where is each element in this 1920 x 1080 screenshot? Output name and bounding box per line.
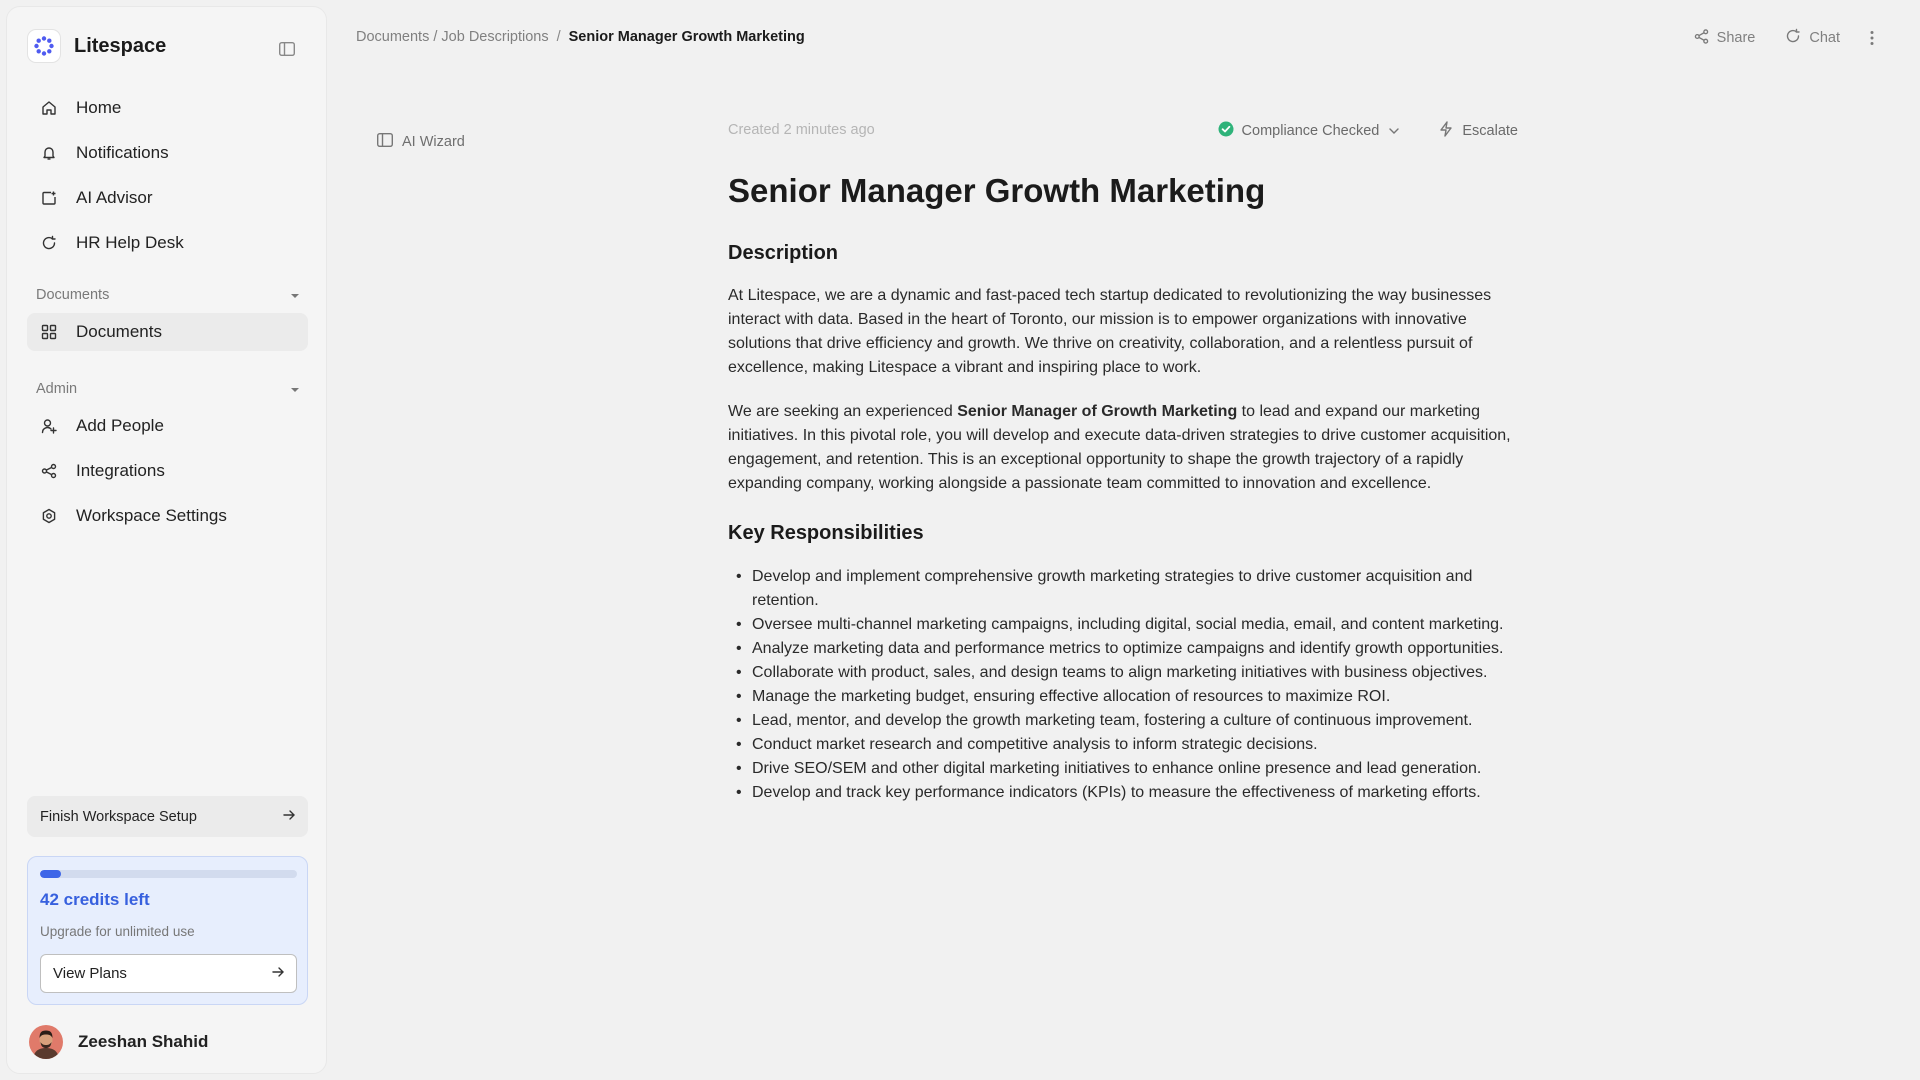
- sidebar-item-hr-help-desk[interactable]: [27, 224, 308, 262]
- header-actions: [1664, 28, 1874, 48]
- credits-card: [27, 856, 308, 1005]
- list-item: • Lead, mentor, and develop the growth marketing team, fostering a culture of continuous improvement.: [728, 709, 1518, 733]
- arrow-right-icon: [283, 809, 295, 825]
- list-item: • Drive SEO/SEM and other digital marketing initiatives to enhance online presence and lead generation.: [728, 757, 1518, 781]
- responsibilities-heading: Key Responsibilities: [728, 522, 924, 544]
- ai-advisor-icon: [40, 189, 58, 207]
- breadcrumb: [356, 29, 805, 45]
- description-heading: Description: [728, 242, 839, 264]
- document-title: Senior Manager Growth Marketing: [728, 172, 1266, 209]
- arrow-right-icon: [272, 965, 284, 982]
- sidebar-item-label: HR Help Desk: [76, 233, 184, 252]
- sidebar-item-notifications[interactable]: [27, 134, 308, 172]
- brand-name: Litespace: [74, 34, 167, 57]
- role-title-bold: Senior Manager of Growth Marketing: [957, 403, 1238, 420]
- sidebar-item-label: Add People: [76, 416, 164, 435]
- ai-wizard-toggle[interactable]: [377, 133, 465, 151]
- home-icon: [40, 99, 58, 117]
- view-plans-label: View Plans: [53, 965, 127, 982]
- credits-title: 42 credits left: [40, 890, 150, 909]
- sidebar: [6, 6, 327, 1074]
- breadcrumb-parent-link[interactable]: Documents / Job Descriptions: [356, 29, 549, 45]
- help-desk-icon: [40, 234, 58, 252]
- sidebar-item-ai-advisor[interactable]: [27, 179, 308, 217]
- credits-subtitle: Upgrade for unlimited use: [40, 924, 195, 939]
- litespace-logo-icon: [27, 29, 61, 63]
- list-item: • Develop and implement comprehensive growth marketing strategies to drive customer acquisition and retention.: [728, 565, 1518, 613]
- bell-icon: [40, 144, 58, 162]
- admin-section-toggle[interactable]: [36, 379, 300, 399]
- panel-icon: [377, 133, 393, 151]
- main-nav: [27, 89, 308, 269]
- sidebar-item-label: Home: [76, 98, 122, 117]
- role-paragraph-text: We are seeking an experienced: [728, 403, 958, 420]
- collapse-sidebar-icon[interactable]: [278, 40, 296, 58]
- responsibilities-list: [728, 565, 1518, 805]
- sidebar-item-workspace-settings[interactable]: [27, 497, 308, 535]
- avatar: [29, 1025, 63, 1059]
- compliance-status-dropdown[interactable]: [1218, 121, 1400, 141]
- document-body: [728, 238, 1518, 805]
- documents-section-toggle[interactable]: [36, 285, 300, 305]
- credits-progress-fill: [40, 870, 61, 878]
- sidebar-item-integrations[interactable]: [27, 452, 308, 490]
- created-timestamp: Created 2 minutes ago: [728, 122, 875, 138]
- sidebar-item-home[interactable]: [27, 89, 308, 127]
- check-circle-icon: [1218, 121, 1234, 141]
- compliance-label: Compliance Checked: [1241, 123, 1380, 139]
- section-label: Documents: [36, 287, 110, 303]
- share-icon: [1694, 29, 1709, 48]
- share-label: Share: [1716, 30, 1756, 46]
- ai-wizard-label: AI Wizard: [402, 134, 465, 150]
- share-button[interactable]: [1694, 29, 1756, 48]
- lightning-icon: [1439, 121, 1453, 141]
- chat-icon: [1785, 28, 1801, 48]
- admin-nav: [27, 407, 308, 542]
- document-status-bar: [1218, 121, 1518, 141]
- integrations-icon: [40, 462, 58, 480]
- escalate-label: Escalate: [1462, 123, 1518, 139]
- credits-progress-bar: [40, 870, 297, 878]
- main-content: [330, 0, 1920, 1080]
- chat-label: Chat: [1809, 30, 1840, 46]
- sidebar-item-label: Integrations: [76, 461, 165, 480]
- list-item: • Manage the marketing budget, ensuring effective allocation of resources to maximize ROI.: [728, 685, 1518, 709]
- sidebar-item-documents[interactable]: [27, 313, 308, 351]
- add-person-icon: [40, 417, 58, 435]
- list-item: • Conduct market research and competitive analysis to inform strategic decisions.: [728, 733, 1518, 757]
- brand[interactable]: [27, 29, 166, 63]
- sidebar-item-label: Notifications: [76, 143, 169, 162]
- list-item: • Develop and track key performance indicators (KPIs) to measure the effectiveness of marketing efforts.: [728, 781, 1518, 805]
- caret-down-icon: [290, 381, 300, 397]
- list-item: • Oversee multi-channel marketing campaigns, including digital, social media, email, and content marketing.: [728, 613, 1518, 637]
- view-plans-button[interactable]: [40, 954, 297, 993]
- more-options-icon[interactable]: [1870, 30, 1874, 46]
- sidebar-item-label: AI Advisor: [76, 188, 153, 207]
- settings-gear-icon: [40, 507, 58, 525]
- chevron-down-icon: [1389, 128, 1399, 134]
- sidebar-item-add-people[interactable]: [27, 407, 308, 445]
- user-name: Zeeshan Shahid: [78, 1032, 209, 1051]
- documents-nav: [27, 313, 308, 358]
- sidebar-item-label: Documents: [76, 322, 162, 341]
- finish-setup-button[interactable]: [27, 796, 308, 837]
- section-label: Admin: [36, 381, 78, 397]
- finish-setup-label: Finish Workspace Setup: [40, 808, 197, 825]
- description-paragraph: At Litespace, we are a dynamic and fast-paced tech startup dedicated to revolutionizing the way businesses interact with data. Based in the heart of Toronto, our mission is to empower organizations with innovative solutions that drive efficiency and growth. We thrive on creativity, collaboration, and a relentless pursuit of excellence, making Litespace a vibrant and inspiring place to work.: [728, 287, 1492, 376]
- list-item: • Analyze marketing data and performance metrics to optimize campaigns and identify growth opportunities.: [728, 637, 1518, 661]
- role-paragraph-text: to lead and expand our marketing initiatives. In this pivotal role, you will develop and execute data-driven strategies to drive customer acquisition, engagement, and retention. This is an exceptional opportunity to shape the growth trajectory of a rapidly expanding company, working alongside a passionate team committed to innovation and excellence.: [728, 403, 1511, 492]
- user-profile[interactable]: [29, 1025, 208, 1059]
- caret-down-icon: [290, 287, 300, 303]
- breadcrumb-current: Senior Manager Growth Marketing: [568, 29, 805, 45]
- breadcrumb-separator: /: [556, 29, 561, 45]
- grid-icon: [40, 323, 58, 341]
- chat-button[interactable]: [1785, 28, 1840, 48]
- list-item: • Collaborate with product, sales, and design teams to align marketing initiatives with business objectives.: [728, 661, 1518, 685]
- escalate-button[interactable]: [1439, 121, 1518, 141]
- sidebar-item-label: Workspace Settings: [76, 506, 227, 525]
- role-paragraph: [728, 400, 1518, 496]
